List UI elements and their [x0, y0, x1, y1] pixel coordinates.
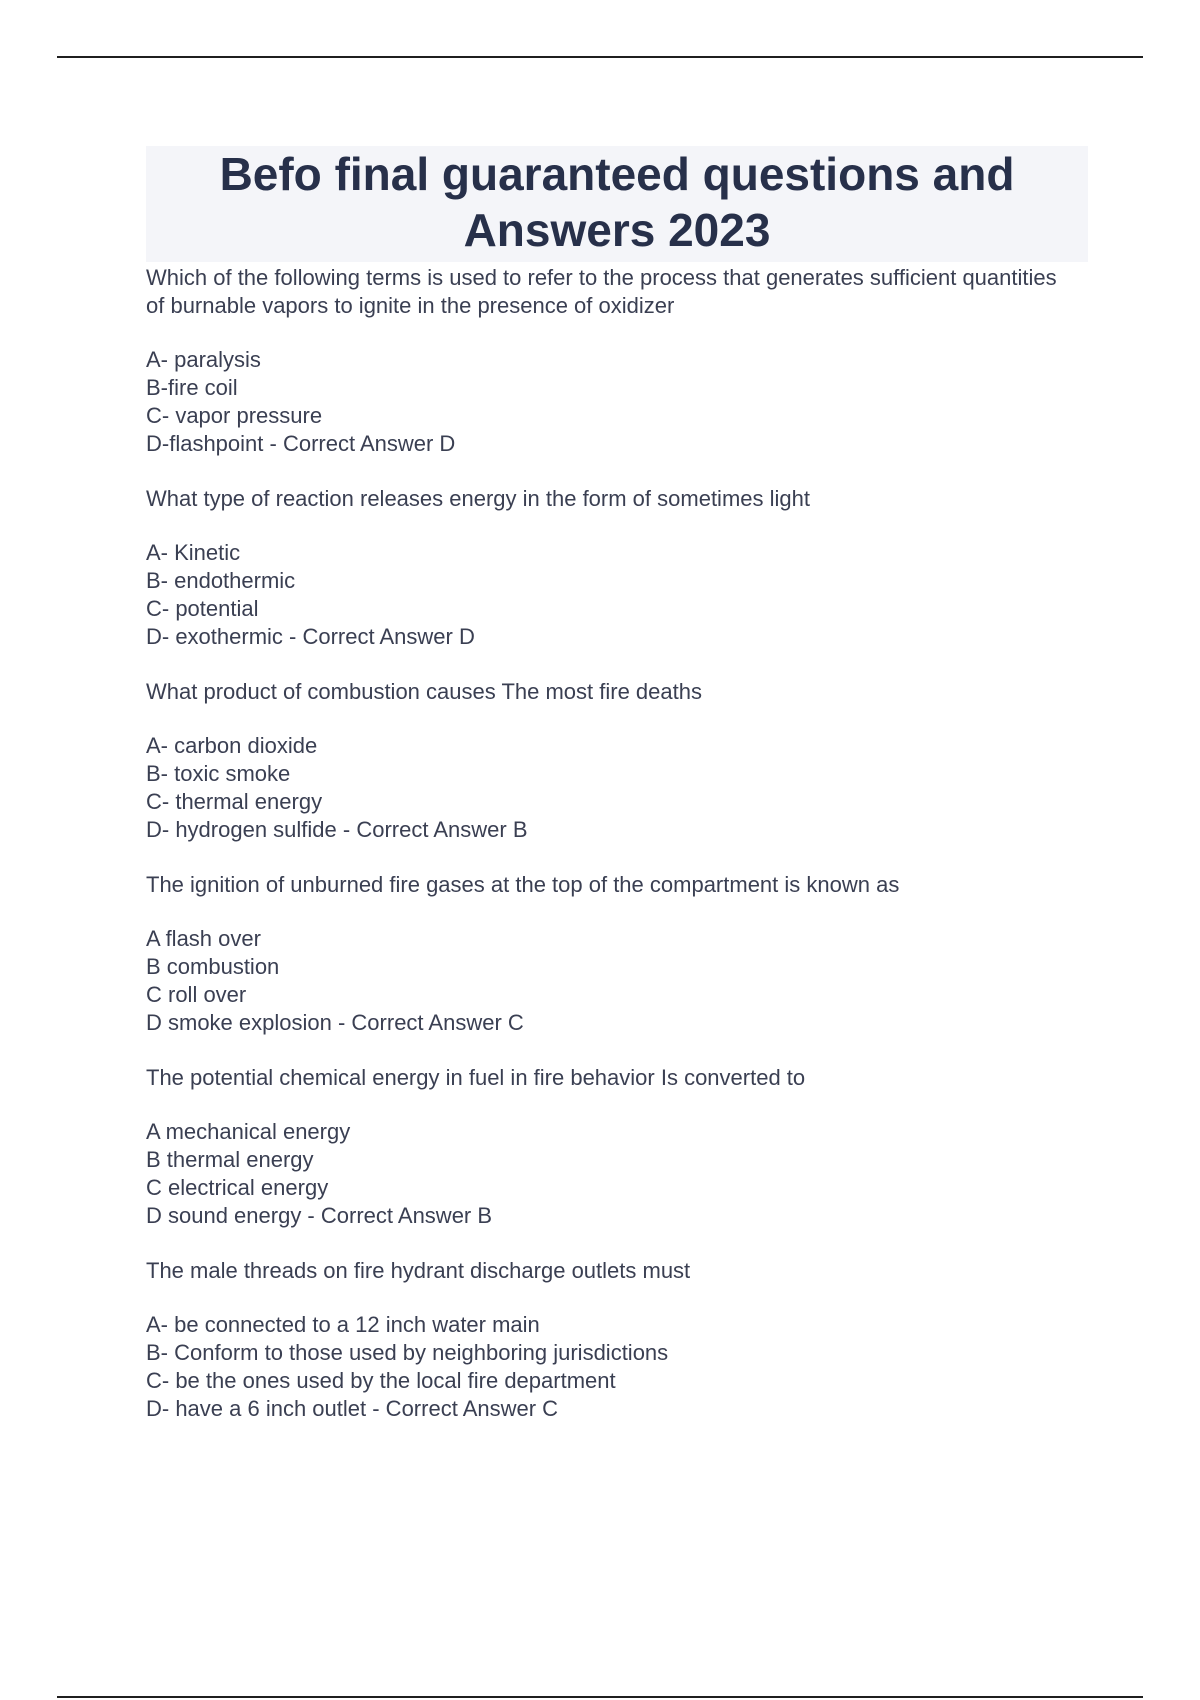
answer-option: C- vapor pressure	[146, 403, 323, 428]
document-body	[146, 146, 1088, 1423]
question-block	[146, 485, 1088, 651]
answer-option: A- be connected to a 12 inch water main	[146, 1312, 540, 1337]
question-block	[146, 264, 1088, 458]
question-block	[146, 1064, 1088, 1230]
question-block	[146, 871, 1088, 1037]
answer-option: D- have a 6 inch outlet - Correct Answer C	[146, 1396, 559, 1421]
answer-option: A mechanical energy	[146, 1119, 351, 1144]
page-title: Befo final guaranteed questions and Answers 2023	[219, 148, 1015, 256]
bottom-rule	[57, 1696, 1143, 1698]
answer-option: C- be the ones used by the local fire department	[146, 1368, 616, 1393]
answer-option: B-fire coil	[146, 375, 238, 400]
answer-option: B- endothermic	[146, 568, 296, 593]
answer-option: D smoke explosion - Correct Answer C	[146, 1010, 524, 1035]
answer-options	[146, 925, 1088, 1037]
question-block	[146, 1257, 1088, 1423]
title-block	[146, 146, 1088, 262]
answer-options	[146, 732, 1088, 844]
answer-option: B thermal energy	[146, 1147, 314, 1172]
answer-option: D- hydrogen sulfide - Correct Answer B	[146, 817, 528, 842]
answer-options	[146, 1118, 1088, 1230]
answer-option: D-flashpoint - Correct Answer D	[146, 431, 456, 456]
answer-options	[146, 346, 1088, 458]
answer-option: C electrical energy	[146, 1175, 329, 1200]
question-text: What product of combustion causes The most fire deaths	[146, 679, 702, 704]
answer-options	[146, 1311, 1088, 1423]
answer-option: B- toxic smoke	[146, 761, 291, 786]
question-text: The potential chemical energy in fuel in fire behavior Is converted to	[146, 1065, 806, 1090]
top-rule	[57, 56, 1143, 58]
answer-option: D- exothermic - Correct Answer D	[146, 624, 475, 649]
question-text: The ignition of unburned fire gases at the top of the compartment is known as	[146, 872, 900, 897]
answer-option: C- potential	[146, 596, 259, 621]
answer-option: C roll over	[146, 982, 247, 1007]
answer-option: A- paralysis	[146, 347, 261, 372]
answer-option: A- Kinetic	[146, 540, 241, 565]
question-text: The male threads on fire hydrant discharge outlets must	[146, 1258, 691, 1283]
question-text: Which of the following terms is used to refer to the process that generates sufficient quantities of burnable vapors to ignite in the presence of oxidizer	[146, 265, 1057, 318]
question-text: What type of reaction releases energy in the form of sometimes light	[146, 486, 810, 511]
answer-option: C- thermal energy	[146, 789, 323, 814]
answer-options	[146, 539, 1088, 651]
answer-option: A- carbon dioxide	[146, 733, 318, 758]
answer-option: A flash over	[146, 926, 261, 951]
answer-option: D sound energy - Correct Answer B	[146, 1203, 493, 1228]
answer-option: B- Conform to those used by neighboring jurisdictions	[146, 1340, 669, 1365]
question-block	[146, 678, 1088, 844]
answer-option: B combustion	[146, 954, 280, 979]
